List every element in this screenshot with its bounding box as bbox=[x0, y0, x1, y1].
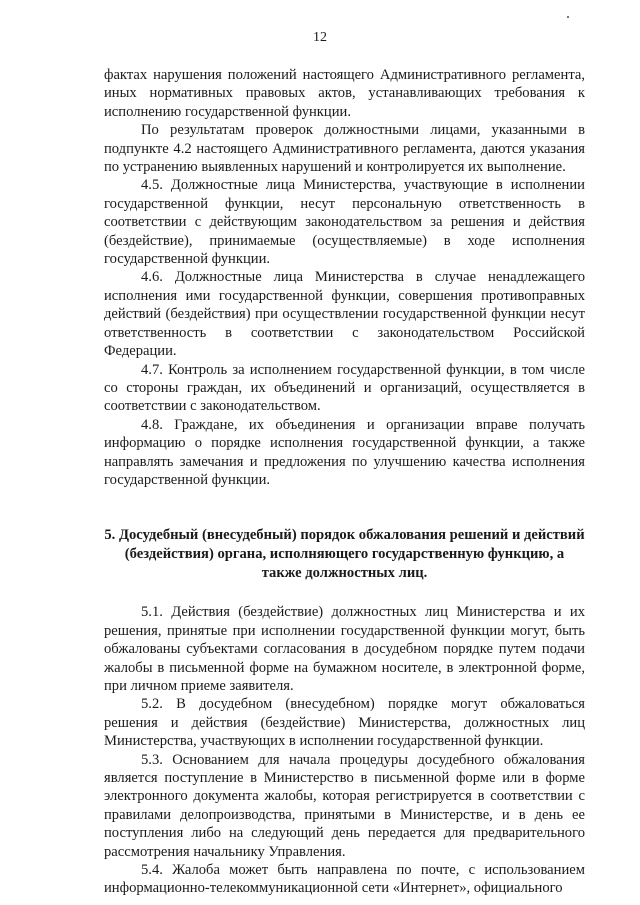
document-body bbox=[104, 66, 585, 898]
paragraph-5-2: 5.2. В досудебном (внесудебном) порядке могут обжаловаться решения и действия (бездействие) Министерства, должностных лиц Министерства, участвующих в исполнении государственной функции. bbox=[104, 696, 585, 750]
paragraph-4-7: 4.7. Контроль за исполнением государственной функции, в том числе со стороны граждан, их объединений и организаций, осуществляется в соответствии с законодательством. bbox=[104, 361, 585, 415]
paragraph: фактах нарушения положений настоящего Административного регламента, иных нормативных правовых актов, устанавливающих требования к исполнению государственной функции. bbox=[104, 67, 585, 120]
paragraph-5-3: 5.3. Основанием для начала процедуры досудебного обжалования является поступление в Министерство в письменной форме или в форме электронного документа жалобы, которая регистрируется в соответствии с правилами делопроизводства, принятыми в Министерстве, и в день ее поступления либо на следующий день передается для предварительного рассмотрения начальнику Управления. bbox=[104, 751, 585, 860]
paragraph-5-4: 5.4. Жалоба может быть направлена по почте, с использованием информационно-телекоммуникационной сети «Интернет», официального bbox=[104, 862, 585, 897]
scan-mark bbox=[567, 16, 569, 18]
paragraph-4-5: 4.5. Должностные лица Министерства, участвующие в исполнении государственной функции, несут персональную ответственность в соответствии с действующим законодательством за решения и действия (бездействие), принимаемые (осуществляемые) в ходе исполнения государственной функции. bbox=[104, 177, 585, 268]
paragraph-4-8: 4.8. Граждане, их объединения и организации вправе получать информацию о порядке исполнения государственной функции, а также направлять замечания и предложения по улучшению качества исполнения государственной функции. bbox=[104, 416, 585, 488]
paragraph-4-6: 4.6. Должностные лица Министерства в случае ненадлежащего исполнения ими государственной функции, совершения противоправных действий (бездействия) при осуществлении государственной функции несут ответственность в соответствии с законодательством Российской Федерации. bbox=[104, 269, 585, 360]
section-heading: 5. Досудебный (внесудебный) порядок обжалования решений и действий (бездействия) органа, исполняющего государственную функцию, а также должностных лиц. bbox=[104, 527, 585, 582]
paragraph-5-1: 5.1. Действия (бездействие) должностных лиц Министерства и их решения, принятые при исполнении государственной функции могут, быть обжалованы субъектами согласования в досудебном порядке путем подачи жалобы в письменной форме на бумажном носителе, в электронной форме, при личном приеме заявителя. bbox=[104, 604, 585, 694]
paragraph: По результатам проверок должностными лицами, указанными в подпункте 4.2 настоящего Административного регламента, даются указания по устранению выявленных нарушений и контролируется их выполнение. bbox=[104, 122, 585, 176]
page-number: 12 bbox=[313, 30, 327, 45]
